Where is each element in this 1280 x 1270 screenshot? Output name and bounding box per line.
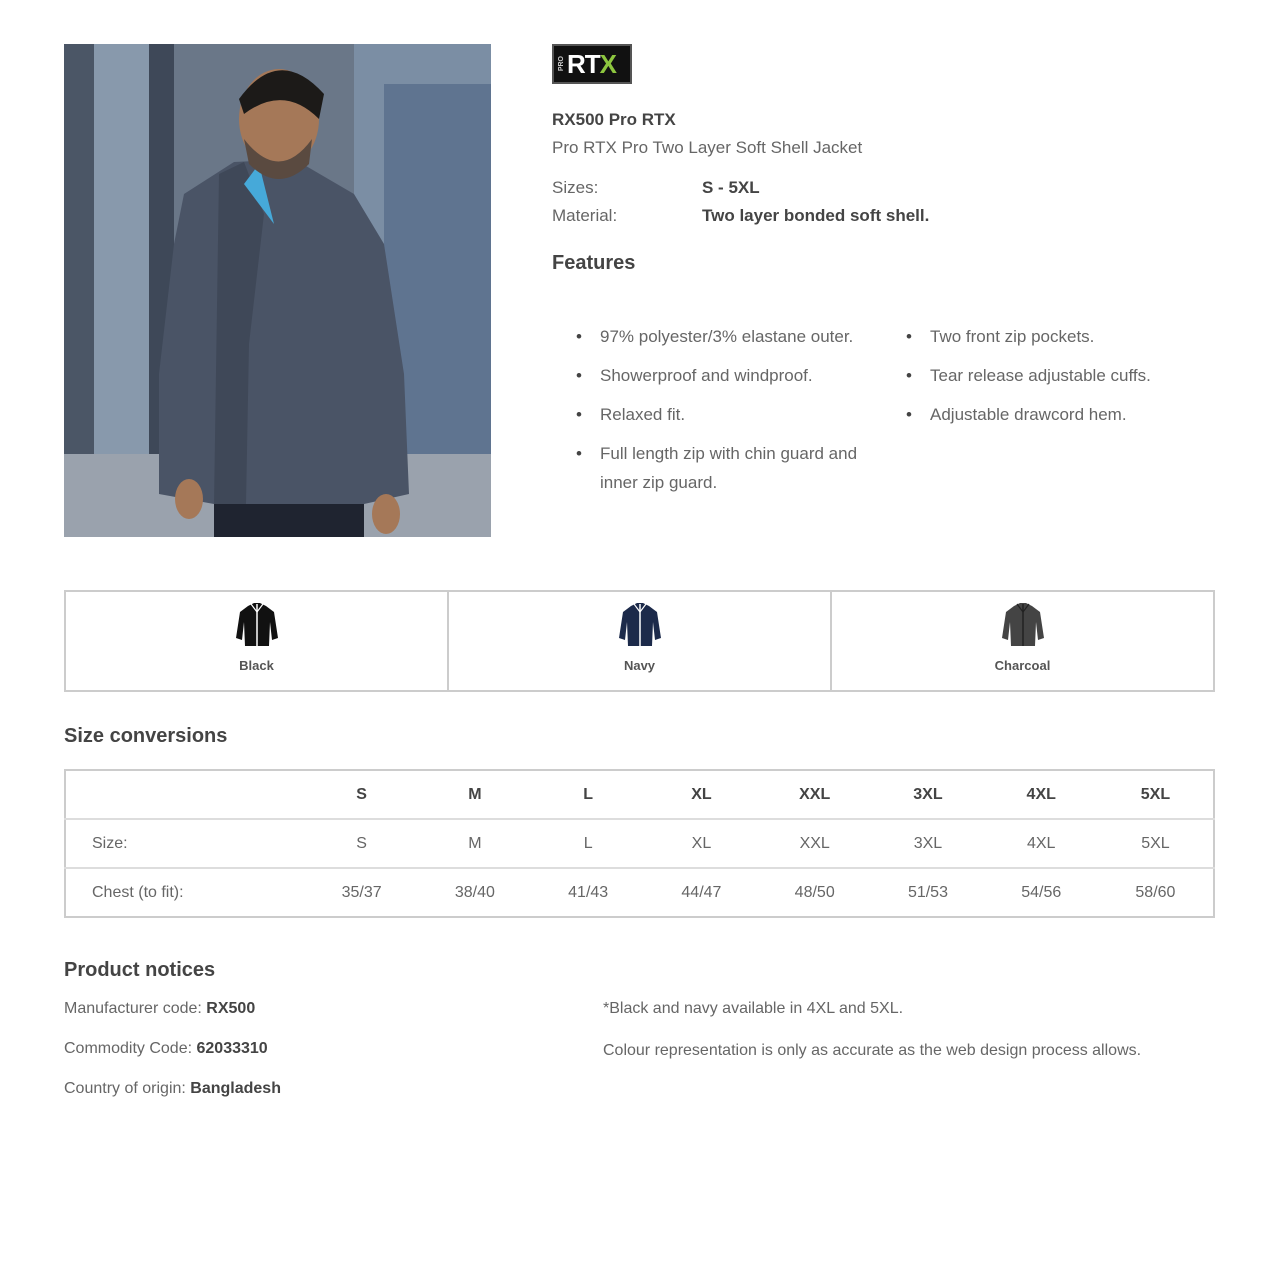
table-row: Size: S M L XL XXL 3XL 4XL 5XL (65, 819, 1214, 868)
colour-swatch-black[interactable]: Black (66, 592, 449, 690)
jacket-icon (232, 600, 282, 650)
product-code-title: RX500 Pro RTX (552, 110, 676, 129)
colour-swatch-charcoal[interactable]: Charcoal (832, 592, 1213, 690)
notices-notes (603, 1000, 1141, 1084)
brand-logo: PRO RT X (552, 44, 632, 84)
feature-item: • Relaxed fit. (574, 400, 904, 429)
note-colour-disclaimer: Colour representation is only as accurate as the web design process allows. (603, 1042, 1142, 1059)
spec-material: Material: Two layer bonded soft shell. (552, 206, 930, 225)
feature-item: • Tear release adjustable cuffs. (904, 361, 1224, 390)
features-right (904, 322, 1224, 507)
features-list (574, 322, 1234, 507)
colour-swatch-navy[interactable]: Navy (449, 592, 832, 690)
features-title: Features (552, 252, 636, 274)
product-info (552, 44, 1232, 275)
product-notices-title: Product notices (64, 959, 216, 981)
table-row: Chest (to fit): 35/37 38/40 41/43 44/47 48/50 51/53 54/56 58/60 (65, 868, 1214, 917)
size-conversions-title: Size conversions (64, 725, 228, 747)
size-conversion-table (64, 769, 1215, 918)
feature-item: • Two front zip pockets. (904, 322, 1224, 351)
jacket-icon (998, 600, 1048, 650)
feature-item: • Full length zip with chin guard and inner zip guard. (574, 439, 904, 497)
colour-options (64, 590, 1215, 692)
jacket-icon (615, 600, 665, 650)
features-left (574, 322, 904, 507)
product-name: Pro RTX Pro Two Layer Soft Shell Jacket (552, 138, 863, 157)
notice-country-of-origin: Country of origin: Bangladesh (64, 1080, 281, 1097)
table-header-row: S M L XL XXL 3XL 4XL 5XL (356, 785, 1171, 803)
feature-item: • Showerproof and windproof. (574, 361, 904, 390)
notice-commodity-code: Commodity Code: 62033310 (64, 1040, 268, 1057)
feature-item: • Adjustable drawcord hem. (904, 400, 1224, 429)
note-availability: *Black and navy available in 4XL and 5XL. (603, 1000, 904, 1017)
notice-manufacturer-code: Manufacturer code: RX500 (64, 1000, 256, 1017)
notices-list (64, 1000, 281, 1120)
spec-sizes: Sizes: S - 5XL (552, 178, 760, 197)
product-photo (64, 44, 491, 537)
feature-item: • 97% polyester/3% elastane outer. (574, 322, 904, 351)
